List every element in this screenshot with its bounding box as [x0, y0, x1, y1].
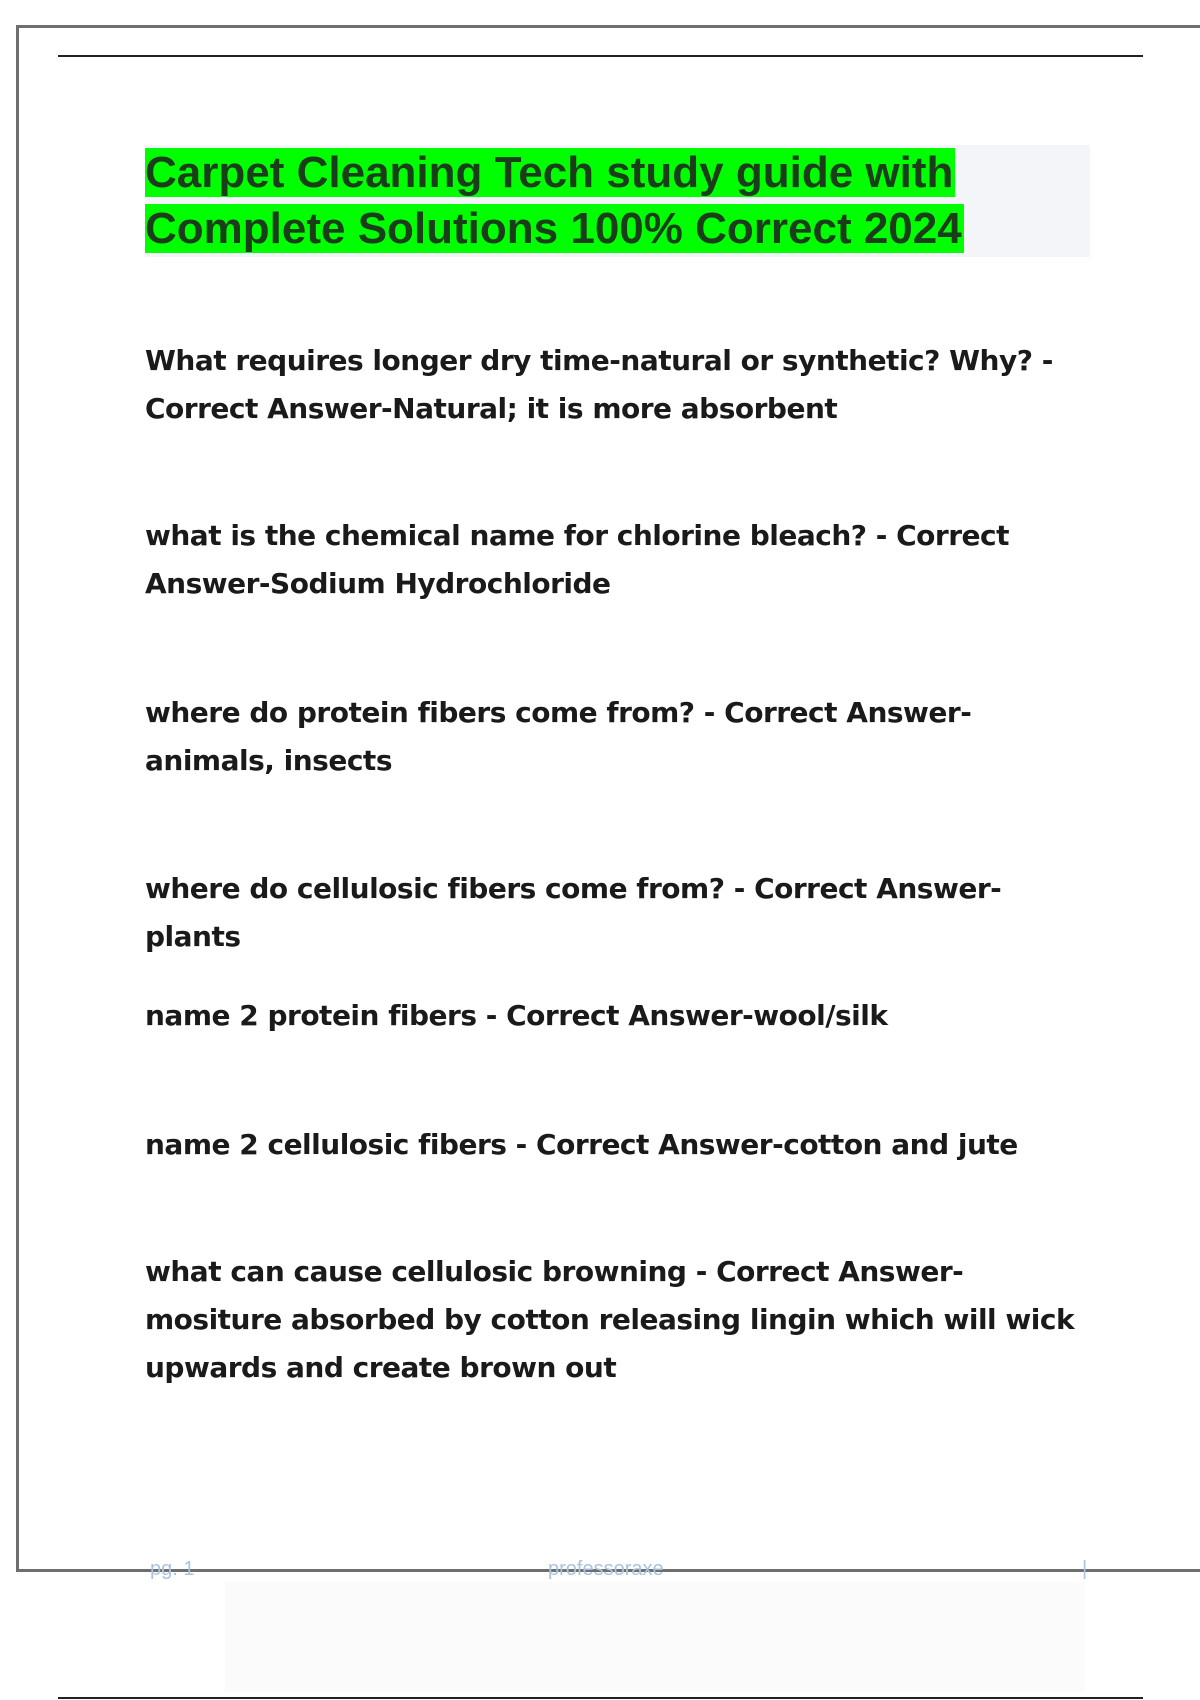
document-title — [145, 145, 1090, 257]
qa-item: name 2 cellulosic fibers - Correct Answer-cotton and jute — [145, 1128, 1018, 1161]
page-number: pg. 1 — [150, 1558, 195, 1580]
qa-item: What requires longer dry time-natural or synthetic? Why? - Correct Answer-Natural; it is more absorbent — [145, 344, 1053, 425]
footer-author: professoraxe — [548, 1558, 664, 1580]
footer-marker: | — [1082, 1558, 1088, 1580]
footer-shade — [225, 1582, 1085, 1692]
qa-item: what is the chemical name for chlorine bleach? - Correct Answer-Sodium Hydrochloride — [145, 519, 1009, 600]
title-highlight: Carpet Cleaning Tech study guide with Complete Solutions 100% Correct 2024 — [145, 148, 962, 253]
qa-item: name 2 protein fibers - Correct Answer-wool/silk — [145, 999, 888, 1032]
title-block — [145, 145, 1090, 257]
qa-item: where do cellulosic fibers come from? - Correct Answer-plants — [145, 872, 1002, 953]
qa-item: where do protein fibers come from? - Correct Answer-animals, insects — [145, 696, 972, 777]
footer-rule — [58, 1697, 1143, 1699]
qa-item: what can cause cellulosic browning - Correct Answer-mositure absorbed by cotton releasing lingin which will wick upwards and create brown out — [145, 1255, 1075, 1384]
header-rule — [58, 55, 1143, 57]
